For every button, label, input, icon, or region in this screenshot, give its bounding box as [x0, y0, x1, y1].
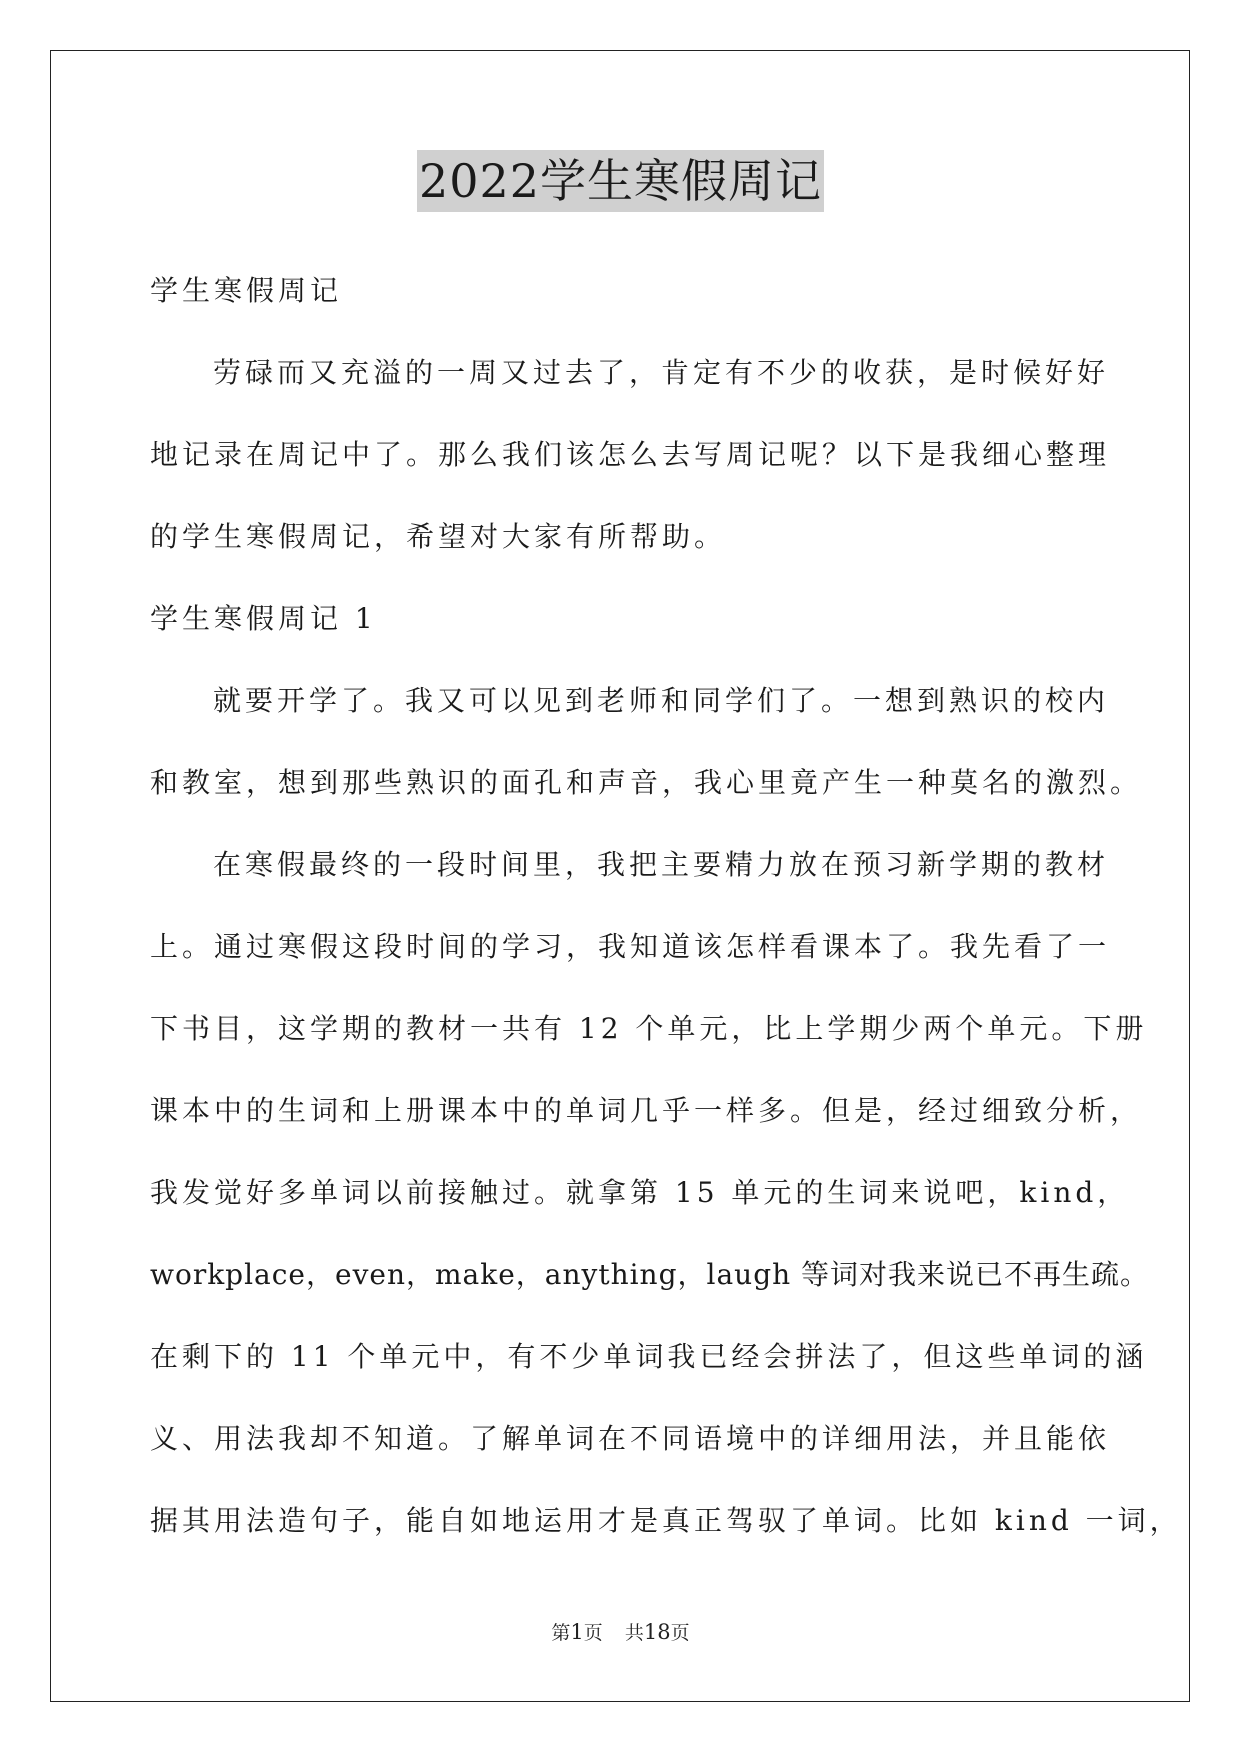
paragraph-line: 劳碌而又充溢的一周又过去了，肯定有不少的收获，是时候好好	[213, 356, 1110, 389]
paragraph-line: 地记录在周记中了。那么我们该怎么去写周记呢？以下是我细心整理	[150, 438, 1111, 471]
title-container	[0, 150, 1241, 212]
section-heading: 学生寒假周记 1	[150, 602, 377, 635]
paragraph-line: 义、用法我却不知道。了解单词在不同语境中的详细用法，并且能依	[150, 1422, 1111, 1455]
total-prefix: 共	[624, 1622, 644, 1644]
page-prefix: 第	[551, 1622, 571, 1644]
page-number: 1	[570, 1620, 584, 1644]
paragraph-line: 课本中的生词和上册课本中的单词几乎一样多。但是，经过细致分析，	[150, 1094, 1143, 1127]
paragraph-line: 在剩下的 11 个单元中，有不少单词我已经会拼法了，但这些单词的涵	[150, 1340, 1148, 1373]
total-pages: 18	[643, 1620, 671, 1644]
paragraph-line: 的学生寒假周记，希望对大家有所帮助。	[150, 520, 727, 553]
page-suffix: 页	[583, 1622, 603, 1644]
paragraph-line: 就要开学了。我又可以见到老师和同学们了。一想到熟识的校内	[213, 684, 1110, 717]
paragraph-line: 上。通过寒假这段时间的学习，我知道该怎样看课本了。我先看了一	[150, 930, 1111, 963]
document-body	[150, 250, 1182, 1562]
paragraph-line: 下书目，这学期的教材一共有 12 个单元，比上学期少两个单元。下册	[150, 1012, 1148, 1045]
paragraph-line: 和教室，想到那些熟识的面孔和声音，我心里竟产生一种莫名的激烈。	[150, 766, 1143, 799]
section-heading: 学生寒假周记	[150, 274, 343, 307]
paragraph-line: workplace，even，make，anything，laugh 等词对我来说已不再生疏。	[150, 1258, 1150, 1291]
paragraph-line: 我发觉好多单词以前接触过。就拿第 15 单元的生词来说吧，kind，	[150, 1176, 1130, 1209]
document-title: 2022学生寒假周记	[417, 150, 824, 212]
page-footer	[0, 1618, 1241, 1645]
paragraph-line: 据其用法造句子，能自如地运用才是真正驾驭了单词。比如 kind 一词，	[150, 1504, 1182, 1537]
paragraph-line: 在寒假最终的一段时间里，我把主要精力放在预习新学期的教材	[213, 848, 1110, 881]
total-suffix: 页	[670, 1622, 690, 1644]
